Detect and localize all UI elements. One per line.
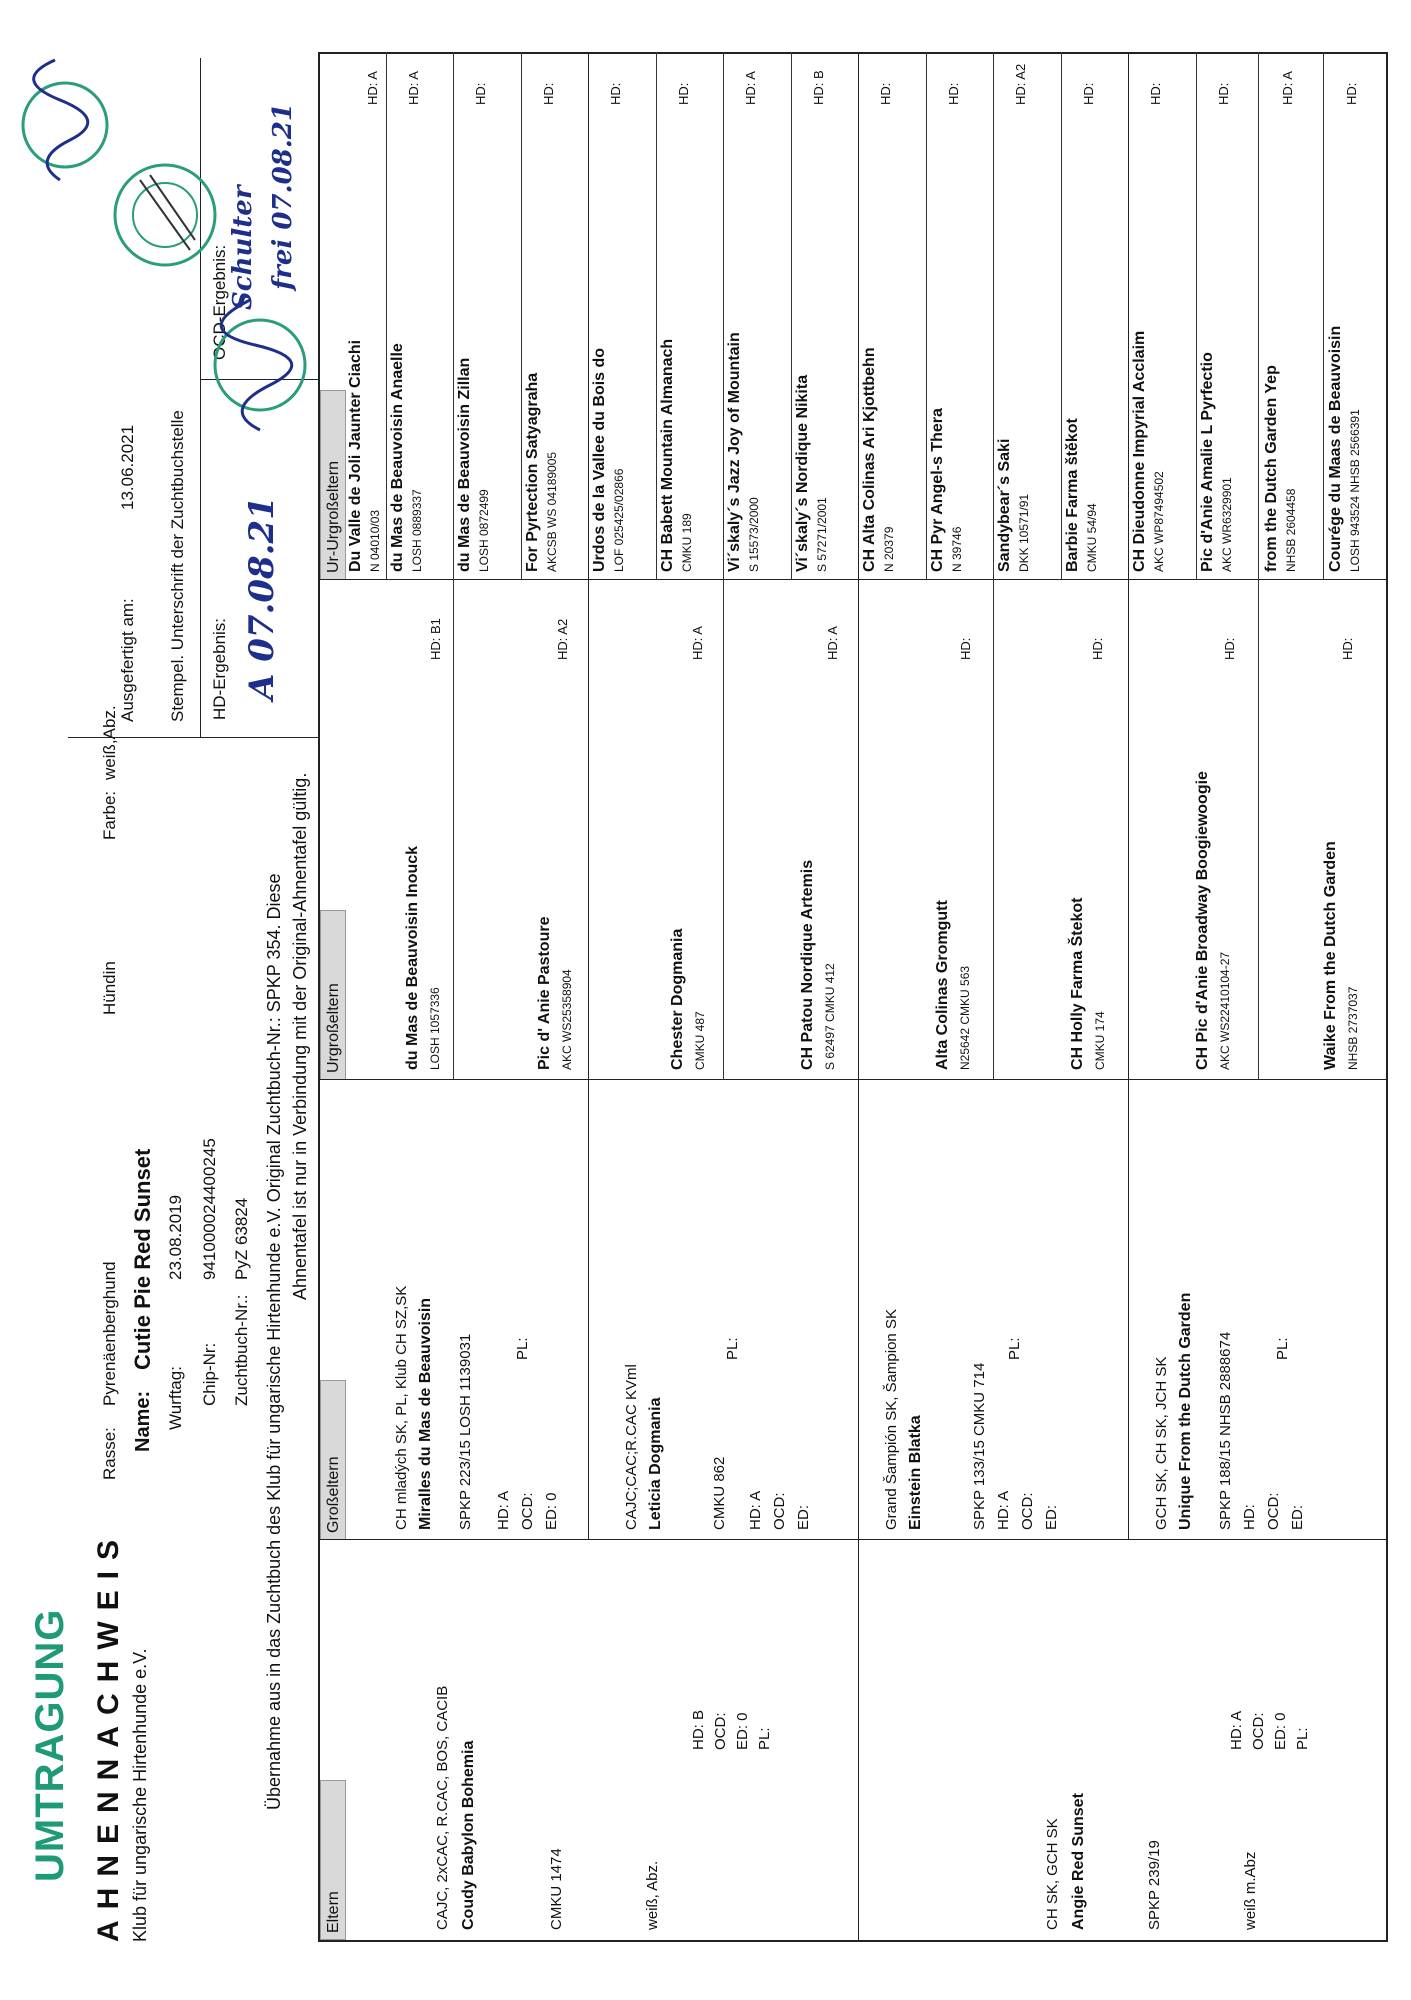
ggp-reg: CMKU 174 (1093, 1011, 1107, 1070)
ggp-hd: HD: (958, 637, 973, 660)
parent-sire (430, 1686, 666, 1930)
gggp-hd: HD: (1216, 82, 1231, 105)
ggp-name: Alta Colinas Gromgutt (934, 900, 951, 1070)
gggp-hd: HD: (541, 82, 556, 105)
gggp-reg: AKC WP87494502 (1152, 471, 1166, 572)
gggp-reg: LOSH 943524 NHSB 2566391 (1348, 409, 1362, 572)
gggp-reg: S 15573/2000 (747, 497, 761, 572)
gggp-name: CH Alta Colinas Ari Kjottbehn (861, 347, 878, 572)
grandparent-reg: SPKP 188/15 NHSB 2888674 (1217, 1331, 1234, 1530)
gggp-reg: N 04010/03 (368, 509, 382, 572)
wurftag-value: 23.08.2019 (166, 1194, 185, 1280)
gggp-5 (590, 348, 628, 572)
gggp-reg: AKCSB WS 04189005 (545, 451, 559, 572)
grandparent-titles: CH mladých SK, PL, Klub CH SZ,SK (393, 1285, 410, 1530)
ggp-reg: N25642 CMKU 563 (958, 965, 972, 1070)
hd-ergebnis-handwritten: A 07.08.21 (242, 496, 282, 700)
grandparent-pl: PL: (1274, 1337, 1291, 1360)
gggp-12 (1063, 418, 1101, 572)
ggp-reg: CMKU 487 (693, 1011, 707, 1070)
gggp-hd: HD: A2 (1013, 63, 1028, 105)
gggp-1 (346, 340, 384, 572)
gggp-reg: CMKU 189 (680, 513, 694, 572)
zuchtbuch-value: PyZ 63824 (232, 1197, 251, 1280)
ggp-reg: NHSB 2737037 (1346, 986, 1360, 1070)
grandparent-ed: ED: (1289, 1504, 1306, 1530)
gggp-reg: LOSH 0889337 (410, 489, 424, 572)
grandparent-3 (880, 1309, 1064, 1530)
grandparent-ed: ED: (1043, 1504, 1060, 1530)
parent-reg: CMKU 1474 (548, 1848, 565, 1930)
parent-hd: HD: A (1228, 1710, 1245, 1750)
gggp-reg: LOSH 0872499 (477, 489, 491, 572)
ocd-handwritten-2: frei 07.08.21 (268, 102, 298, 290)
grandparent-hd: HD: A (747, 1490, 764, 1530)
gggp-reg: N 20379 (882, 526, 896, 572)
parent-pl: PL: (1294, 1727, 1311, 1750)
farbe-label: Farbe: (100, 790, 119, 840)
great-grandparent-2 (532, 917, 576, 1070)
gggp-hd: HD: (1148, 82, 1163, 105)
gggp-name: from the Dutch Garden Yep (1263, 365, 1280, 572)
grandparent-hd: HD: A (495, 1490, 512, 1530)
parent-ocd: OCD: (712, 1712, 729, 1750)
gggp-hd: HD: (1344, 82, 1359, 105)
gggp-reg: N 39746 (950, 526, 964, 572)
signature-stamp-icon (20, 50, 110, 200)
grandparent-name: Miralles du Mas de Beauvoisin (417, 1297, 434, 1530)
grandparent-hd: HD: A (995, 1490, 1012, 1530)
grandparent-ed: ED: 0 (543, 1492, 560, 1530)
ocd-handwritten-1: Schulter (228, 185, 258, 310)
name-label: Name: (132, 1390, 154, 1452)
great-grandparent-5 (930, 900, 974, 1070)
gggp-10 (928, 408, 966, 572)
gggp-name: CH Pyr Angel-s Thera (929, 408, 946, 572)
grandparent-hd: HD: (1241, 1504, 1258, 1530)
ggp-reg: S 62497 CMKU 412 (823, 963, 837, 1070)
chip-label: Chip-Nr: (200, 1342, 219, 1406)
hd-signature-stamp-icon (200, 290, 310, 440)
parent-name: Angie Red Sunset (1070, 1793, 1087, 1930)
gggp-name: Urdos de la Vallee du Bois do (591, 347, 608, 572)
ggp-name: CH Patou Nordique Artemis (799, 859, 816, 1070)
parent-reg: SPKP 239/19 (1146, 1840, 1163, 1930)
parent-dam (1040, 1793, 1264, 1930)
parent-ed: ED: 0 (1272, 1712, 1289, 1750)
club-stamp-icon (110, 160, 220, 270)
gggp-reg: NHSB 2604458 (1284, 488, 1298, 572)
sex-value: Hündin (100, 961, 119, 1015)
dog-name: Cutie Pie Red Sunset (130, 1148, 155, 1370)
stempel-label: Stempel. Unterschrift der Zuchtbuchstelle (168, 410, 187, 722)
gggp-name: Vi´skaly´s Jazz Joy of Mountain (726, 332, 743, 572)
gggp-name: Sandybear´s Saki (996, 438, 1013, 572)
ggp-name: du Mas de Beauvoisin Inouck (404, 845, 421, 1070)
document-title: AHNENNACHWEIS (92, 1529, 125, 1942)
rasse-value: Pyrenäenberghund (100, 1261, 119, 1406)
gggp-reg: S 57271/2001 (815, 497, 829, 572)
grandparent-titles: GCH SK, CH SK, JCH SK (1153, 1356, 1170, 1530)
wurftag-label: Wurftag: (166, 1366, 185, 1430)
gggp-hd: HD: (1081, 82, 1096, 105)
gggp-reg: DKK 10571/91 (1017, 493, 1031, 572)
gggp-hd: HD: (608, 82, 623, 105)
great-grandparent-7 (1190, 771, 1234, 1070)
ausgefertigt-value: 13.06.2021 (118, 424, 137, 510)
gggp-reg: AKC WR6329901 (1220, 477, 1234, 572)
parent-titles: CAJC, 2xCAC, R.CAC, BOS, CACIB (434, 1685, 451, 1930)
gggp-2 (388, 343, 426, 572)
great-grandparent-3 (665, 929, 709, 1070)
gggp-name: du Mas de Beauvoisin Zillan (456, 357, 473, 572)
parent-hd: HD: B (690, 1709, 707, 1750)
chip-value: 941000024400245 (200, 1138, 219, 1280)
ggp-reg: AKC WS25358904 (560, 969, 574, 1070)
parent-ed: ED: 0 (734, 1712, 751, 1750)
great-grandparent-6 (1065, 898, 1109, 1070)
grandparent-ocd: OCD: (1019, 1492, 1036, 1530)
gggp-hd: HD: A (365, 71, 380, 105)
gggp-hd: HD: A (743, 71, 758, 105)
col-header-eltern: Eltern (320, 1780, 346, 1940)
ggp-hd: HD: (1222, 637, 1237, 660)
grandparent-4 (1150, 1293, 1310, 1530)
ggp-name: Pic d' Anie Pastoure (536, 916, 553, 1070)
grandparent-reg: CMKU 862 (711, 1456, 728, 1530)
gggp-hd: HD: (946, 82, 961, 105)
grandparent-reg: SPKP 133/15 CMKU 714 (971, 1362, 988, 1530)
grandparent-titles: Grand Šampión SK, Šampion SK (883, 1309, 900, 1530)
parent-color: weiß, Abz. (644, 1860, 661, 1930)
gggp-9 (860, 347, 898, 572)
ggp-name: Waike From the Dutch Garden (1322, 841, 1339, 1070)
gggp-hd: HD: A (1280, 71, 1295, 105)
gggp-13 (1130, 331, 1168, 572)
parent-dam-health (1226, 1711, 1314, 1750)
gggp-name: Pic d'Anie Amalie L Pyrfectio (1199, 352, 1216, 572)
gggp-name: CH Babett Mountain Almanach (659, 338, 676, 572)
gggp-name: CH Dieudonne Impyrial Acclaim (1131, 330, 1148, 572)
grandparent-name: Unique From the Dutch Garden (1177, 1292, 1194, 1530)
gggp-6 (658, 339, 696, 572)
gggp-name: Courége du Maas de Beauvoisin (1327, 325, 1344, 572)
gggp-8 (793, 375, 831, 572)
ggp-name: CH Holly Farma Štekot (1069, 897, 1086, 1070)
zuchtbuch-label: Zuchtbuch-Nr.: (232, 1294, 251, 1406)
gggp-hd: HD: B (811, 70, 826, 105)
ggp-hd: HD: (1340, 637, 1355, 660)
grandparent-reg: SPKP 223/15 LOSH 1139031 (457, 1333, 474, 1530)
ggp-name: CH Pic d'Anie Broadway Boogiewoogie (1194, 771, 1211, 1070)
gggp-7 (725, 332, 763, 572)
club-name: Klub für ungarische Hirtenhunde e.V. (130, 1648, 150, 1942)
grandparent-titles: CAJC;CAC;R.CAC KVml (623, 1364, 640, 1530)
grandparent-1 (390, 1286, 564, 1530)
gggp-name: Vi´skaly´s Nordique Nikita (794, 374, 811, 572)
col-header-grosseltern: Großeltern (320, 1380, 346, 1540)
grandparent-ocd: OCD: (1265, 1492, 1282, 1530)
parent-sire-health (688, 1710, 776, 1750)
ggp-reg: LOSH 1057336 (428, 987, 442, 1070)
gggp-name: du Mas de Beauvoisin Anaelle (389, 343, 406, 572)
great-grandparent-8 (1318, 841, 1362, 1070)
ggp-reg: AKC WS22410104-27 (1218, 951, 1232, 1070)
gggp-hd: HD: A (406, 71, 421, 105)
ggp-hd: HD: (1090, 637, 1105, 660)
ggp-name: Chester Dogmania (669, 928, 686, 1070)
umtragung-stamp-title: UMTRAGUNG (28, 1608, 72, 1882)
grandparent-ocd: OCD: (519, 1492, 536, 1530)
col-header-ururgrosseltern: Ur-Urgroßeltern (320, 390, 346, 580)
grandparent-ocd: OCD: (771, 1492, 788, 1530)
grandparent-ed: ED: (795, 1504, 812, 1530)
ggp-hd: HD: A2 (555, 618, 570, 660)
parent-name: Coudy Babylon Bohemia (460, 1740, 477, 1930)
great-grandparent-4 (795, 860, 839, 1070)
farbe-value: weiß,Abz. (100, 705, 119, 780)
rasse-label: Rasse: (100, 1427, 119, 1480)
grandparent-2 (620, 1364, 816, 1530)
parent-color: weiß m.Abz (1242, 1851, 1259, 1930)
gggp-hd: HD: (473, 82, 488, 105)
gggp-3 (455, 358, 493, 572)
ausgefertigt-label: Ausgefertigt am: (118, 598, 137, 722)
gggp-4 (523, 373, 561, 572)
parent-ocd: OCD: (1250, 1712, 1267, 1750)
parent-titles: CH SK, GCH SK (1044, 1818, 1061, 1930)
gggp-16 (1326, 326, 1364, 572)
gggp-name: Du Valle de Joli Jaunter Ciachi (347, 339, 364, 572)
gggp-reg: CMKU 54/94 (1085, 503, 1099, 572)
gggp-name: Barbie Farma štěkot (1064, 418, 1081, 572)
gggp-15 (1262, 365, 1300, 572)
gggp-reg: LOF 025425/02866 (612, 468, 626, 572)
grandparent-pl: PL: (724, 1337, 741, 1360)
ggp-hd: HD: B1 (428, 618, 443, 660)
great-grandparent-1 (400, 846, 444, 1070)
ggp-hd: HD: A (825, 626, 840, 660)
gggp-14 (1198, 352, 1236, 572)
col-header-urgrosseltern: Urgroßeltern (320, 910, 346, 1080)
ggp-hd: HD: A (690, 626, 705, 660)
grandparent-pl: PL: (514, 1337, 531, 1360)
gggp-hd: HD: (878, 82, 893, 105)
gggp-hd: HD: (676, 82, 691, 105)
gggp-name: For Pyrtection Satyagraha (524, 372, 541, 572)
grandparent-name: Leticia Dogmania (647, 1397, 664, 1530)
note-line-2: Ahnentafel ist nur in Verbindung mit der Original-Ahnentafel gültig. (290, 772, 310, 1300)
note-line-1: Übernahme aus in das Zuchtbuch des Klub für ungarische Hirtenhunde e.V. Original Zuchtbuch-Nr.: SPKP 354. Diese (264, 873, 284, 1810)
ocd-ergebnis-label: OCD-Ergebnis: (210, 244, 229, 360)
grandparent-pl: PL: (1006, 1337, 1023, 1360)
parent-pl: PL: (756, 1727, 773, 1750)
grandparent-name: Einstein Blatka (907, 1415, 924, 1530)
gggp-11 (995, 439, 1033, 572)
hd-ergebnis-label: HD-Ergebnis: (210, 617, 229, 720)
